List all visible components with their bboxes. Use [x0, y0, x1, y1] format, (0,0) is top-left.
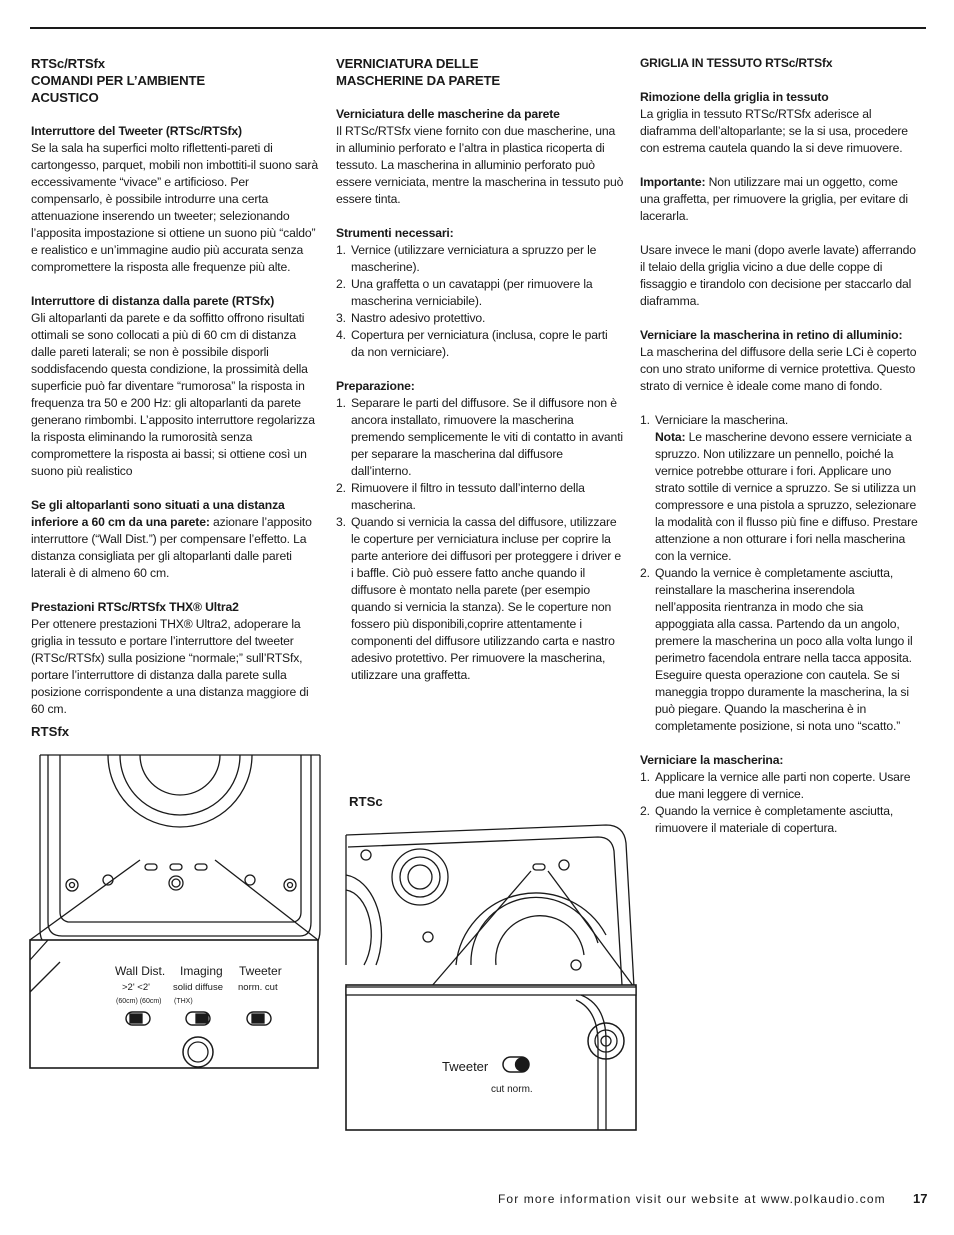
column-fabric-grille: [640, 55, 920, 837]
rtsfx-figure-label: RTSfx: [31, 724, 70, 739]
important-paragraph: Importante: Non utilizzare mai un oggetto, come una graffetta, per rimuovere la griglia, per evitare di lacerarla.: [640, 175, 908, 223]
top-rule: [30, 27, 926, 29]
list-item: 1. Applicare la vernice alle parti non coperte. Usare due mani leggere di vernice.: [640, 770, 911, 801]
wall-dist-options: >2' <2': [122, 982, 150, 993]
footer-website-text: For more information visit our website at www.polkaudio.com: [498, 1192, 886, 1206]
close-wall-title: Se gli altoparlanti sono situati a una distanza inferiore a 60 cm da una parete:: [31, 498, 285, 529]
list-item: 3. Nastro adesivo protettivo.: [336, 311, 486, 325]
prep-list: [336, 395, 624, 684]
rtsc-speaker-illustration: [336, 815, 666, 1135]
tools-list: [336, 242, 624, 361]
paint-grille-title: Verniciare la mascherina:: [640, 753, 784, 767]
section-heading: VERNICIATURA DELLE MASCHERINE DA PARETE: [336, 56, 501, 88]
list-item: 1. Separare le parti del diffusore. Se il diffusore non è ancora installato, rimuovere la mascherina premendo semplicemente le viti di contatto in avanti per separare la mascherina dal diffusore dall’interno.: [336, 396, 623, 478]
imaging-options: solid diffuse: [173, 982, 223, 993]
tools-title: Strumenti necessari:: [336, 226, 454, 240]
list-item: 2. Quando la vernice è completamente asciutta, rimuovere il materiale di copertura.: [640, 804, 894, 835]
aluminium-title: Verniciare la mascherina in retino di alluminio:: [640, 328, 903, 342]
remove-grille-body: La griglia in tessuto RTSc/RTSfx aderisce al diaframma dell’altoparlante; se la si usa, procedere con estrema cautela quando la si deve rimuovere.: [640, 107, 908, 155]
section-heading: RTSc/RTSfx COMANDI PER L’AMBIENTE ACUSTICO: [31, 56, 206, 105]
close-wall-paragraph: [31, 497, 323, 582]
list-item: 3. Quando si vernicia la cassa del diffusore, utilizzare le coperture per verniciatura incluse per coprire la parte anteriore dei diffusori per proteggere i driver e i baffle. Ciò può essere fatto anche quando il diffusore è montato nella parete (per esempio quando si vernicia la stanza). Se le coperture non fossero più disponibili,coprire attentamente i componenti del diffusore utilizzando carta e nastro adesivo protettivo. Per rimuovere la mascherina, utilizzare una graffetta.: [336, 515, 621, 682]
thx-body: Per ottenere prestazioni THX® Ultra2, adoperare la griglia in tessuto e portare l’interruttore del tweeter (RTSc/RTSfx) sulla posizione “normale;” sull’RTSfx, portare l’interruttore di distanza dalla parete sulla posizione corrispondente a una distanza maggiore di 60 cm.: [31, 617, 309, 716]
list-item: 2. Una graffetta o un cavatappi (per rimuovere la mascherina verniciabile).: [336, 277, 593, 308]
tweeter-options: norm. cut: [238, 982, 278, 993]
list-item: 2. Rimuovere il filtro in tessuto dall’interno della mascherina.: [336, 481, 585, 512]
close-wall-body: azionare l’apposito interruttore (“Wall Dist.”) per compensare l’effetto. La distanza consigliata per gli altoparlanti dalle pareti laterali è di almeno 60 cm.: [31, 515, 312, 580]
section-heading: GRIGLIA IN TESSUTO RTSc/RTSfx: [640, 56, 833, 70]
list-item: 2. Quando la vernice è completamente asciutta, reinstallare la mascherina inserendola nell’apposita rientranza in modo che sia appoggiata alla cassa. Partendo da un angolo, premere la mascherina un poco alla volta lungo il perimetro facendola entrare nella tacca apposita. Eseguire questa operazione con cautela. Se si maneggia troppo duramente la mascherina, la si può piegare. Quando la mascherina è in completamente posizione, si nota uno “scatto.”: [640, 566, 913, 733]
aluminium-body: La mascherina del diffusore della serie LCi è coperto con uno strato uniforme di vernice protettiva. Questo strato di vernice è ideale come mano di fondo.: [640, 345, 917, 393]
rtsc-tweeter-options: cut norm.: [491, 1084, 533, 1095]
tweeter-switch-title: Interruttore del Tweeter (RTSc/RTSfx): [31, 124, 242, 138]
wall-dist-cm: (60cm) (60cm): [116, 998, 162, 1005]
thx-title: Prestazioni RTSc/RTSfx THX® Ultra2: [31, 600, 239, 614]
grille-painting-title: Verniciatura delle mascherine da parete: [336, 107, 560, 121]
rtsc-tweeter-label: Tweeter: [442, 1059, 489, 1074]
list-item: 1. Verniciare la mascherina. Nota: Le mascherine devono essere verniciate a spruzzo. Non utilizzare un pennello, poiché la vernice potrebbe otturare i fori. Applicare uno strato sottile di vernice a spruzzo. Se si utilizza un compressore e una pistola a spruzzo, selezionare la modalità con il flusso più fine e diffuso. Prestare attenzione a non otturare i fori nella mascherina con la vernice.: [640, 413, 918, 563]
page-number: 17: [913, 1191, 928, 1206]
imaging-thx: (THX): [174, 998, 193, 1005]
column-grille-painting: [336, 55, 624, 684]
paint-steps: [640, 769, 920, 837]
imaging-label: Imaging: [180, 964, 223, 978]
aluminium-steps: [640, 412, 920, 735]
list-item: 4. Copertura per verniciatura (inclusa, copre le parti da non verniciare).: [336, 328, 608, 359]
wall-dist-label: Wall Dist.: [115, 964, 166, 978]
rtsfx-speaker-illustration: [0, 740, 336, 1080]
prep-title: Preparazione:: [336, 379, 415, 393]
tweeter-switch-body: Se la sala ha superfici molto riflettenti-pareti di cartongesso, parquet, mobili non imbottiti-il suono sarà eccessivamente “vivace” e artificioso. Per compensarlo, è possibile introdurre una certa attenuazione inserendo un tweeter; selezionando l’apposita impostazione si ottiene un suono più “caldo” e realistico e un’immagine audio più accurata senza compromettere la risposta alle frequenze più alte.: [31, 141, 318, 274]
tweeter-label: Tweeter: [239, 964, 282, 978]
grille-painting-body: Il RTSc/RTSfx viene fornito con due mascherine, una in alluminio perforato e l’altra in plastica ricoperta di tessuto. La mascherina in alluminio perforato può essere verniciata, mentre la mascherina in tessuto può essere tinta.: [336, 124, 624, 206]
wall-switch-title: Interruttore di distanza dalla parete (RTSfx): [31, 294, 275, 308]
rtsc-figure-label: RTSc: [349, 794, 383, 809]
wall-switch-body: Gli altoparlanti da parete e da soffitto offrono risultati ottimali se sono collocati a più di 60 cm di distanza dalle pareti laterali; se non è possibile disporli soddisfacendo questa condizione, la prossimità della superficie può far diventare “rumorosa” la risposta in frequenza tra 50 e 200 Hz: gli altoparlanti da parete generano rimbombi. L’apposito interruttore regolarizza la risposta eliminando la rumorosità senza compromettere la risposta ai bassi; si ottiene così un suono più realistico: [31, 311, 315, 478]
column-ambient-controls: [31, 55, 323, 718]
hands-paragraph: Usare invece le mani (dopo averle lavate) afferrando il telaio della griglia vicino a due delle coppe di fissaggio e tirandolo con decisione per staccarlo dal diaframma.: [640, 243, 916, 308]
list-item: 1. Vernice (utilizzare verniciatura a spruzzo per le mascherine).: [336, 243, 597, 274]
remove-grille-title: Rimozione della griglia in tessuto: [640, 90, 829, 104]
